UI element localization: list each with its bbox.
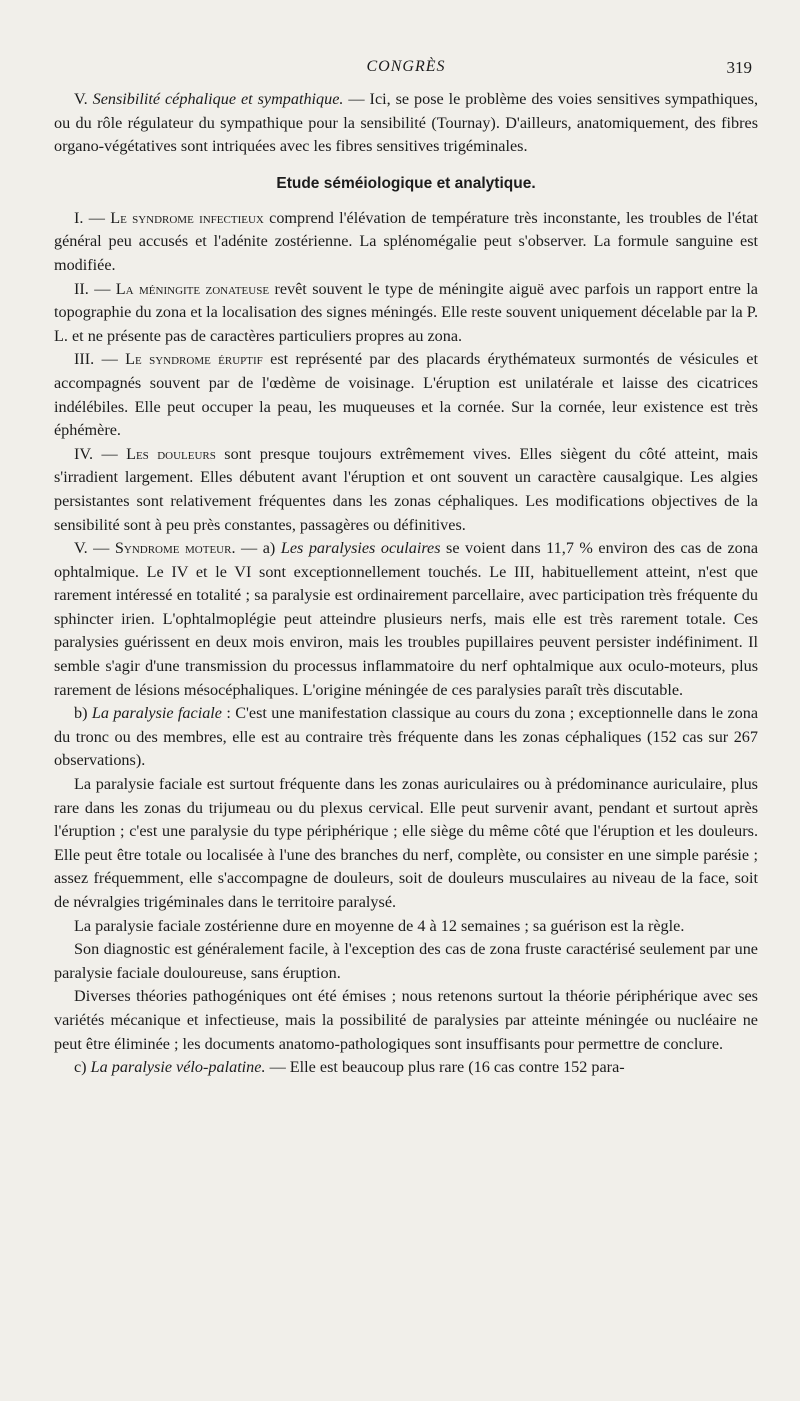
paragraph-faciale-theories: Diverses théories pathogéniques ont été émises ; nous retenons surtout la théorie périphérique avec ses variétés mécanique et infectieuse, mais la possibilité de paralysies par atteinte méningée ou nucléaire ne peut être éliminée ; les documents anatomo-pathologiques sont insuffisants pour permettre de conclure. (54, 987, 758, 1053)
paragraph-label: V. — (74, 539, 115, 558)
paragraph-syndrome-eruptif (54, 348, 758, 442)
paragraph-title: La paralysie faciale (91, 704, 222, 723)
paragraph-title: Le syndrome éruptif (125, 350, 263, 369)
paragraph-syndrome-infectieux (54, 207, 758, 278)
paragraph-text: est représenté par des placards érythémateux surmontés de vésicules et accompagnés souvent par de l'œdème de voisinage. L'éruption est unilatérale et laisse des cicatrices indélébiles. Elle peut occuper la peau, les muqueuses et la cornée. Sur la cornée, leur existence est très éphémère. (54, 350, 758, 440)
paragraph-text: revêt souvent le type de méningite aiguë avec parfois un rapport entre la topographie du zona et la localisation des signes méningés. Elle reste souvent uniquement décelable par la P. L. et ne présente pas de caractères particuliers propres au zona. (54, 279, 758, 345)
paragraph-title: Syndrome moteur. (114, 539, 236, 558)
paragraph-text: — Elle est beaucoup plus rare (16 cas contre 152 para- (265, 1058, 625, 1077)
body-text (54, 88, 758, 1080)
running-title: CONGRÈS (366, 58, 446, 75)
paragraph-text: — Ici, se pose le problème des voies sensitives sympathiques, ou du rôle régulateur du sympathique pour la sensibilité (Tournay). D'ailleurs, anatomiquement, des fibres organo-végétatives sont intriquées avec les fibres sensitives trigéminales. (54, 90, 758, 156)
paragraph-faciale-diagnostic: Son diagnostic est généralement facile, à l'exception des cas de zona fruste caractérisé seulement par une paralysie faciale douloureuse, sans éruption. (54, 940, 758, 982)
paragraph-paralysie-velo-palatine (54, 1056, 758, 1080)
paragraph-subtitle: Les paralysies oculaires (280, 539, 441, 558)
paragraph-paralysie-faciale (54, 702, 758, 773)
paragraph-douleurs (54, 443, 758, 537)
paragraph-text: comprend l'élévation de température très inconstante, les troubles de l'état général peu accusés et l'adénite zostérienne. La splénomégalie peut s'observer. La formule sanguine est modifiée. (54, 208, 759, 274)
paragraph-title: Les douleurs (126, 444, 216, 463)
paragraph-syndrome-moteur (54, 537, 758, 702)
paragraph-label: b) (74, 704, 92, 723)
running-head (54, 58, 758, 88)
paragraph-sensibilite (54, 88, 758, 159)
paragraph-title: Le syndrome infectieux (110, 208, 264, 227)
section-heading: Etude séméiologique et analytique. (276, 174, 536, 192)
paragraph-label: IV. — (74, 444, 127, 463)
paragraph-text: se voient dans 11,7 % environ des cas de zona ophtalmique. Le IV et le VI sont exceptionnellement touchés. Le III, habituellement atteint, n'est que rarement intéressé en totalité ; sa paralysie est ordinairement parcellaire, avec participation très fréquente du sphincter irien. L'ophtalmoplégie peut atteindre plusieurs nerfs, mais elle est très rarement totale. Ces paralysies guérissent en deux mois environ, mais les troubles pupillaires peuvent persister indéfiniment. Il semble s'agir d'une transmission du processus inflammatoire du nerf ophtalmique aux oculo-moteurs, plus rarement de lésions mésocéphaliques. L'origine méningée de ces paralysies paraît très discutable. (54, 539, 759, 699)
paragraph-label: c) (74, 1058, 91, 1077)
paragraph-meningite (54, 278, 758, 349)
paragraph-title: La méningite zonateuse (115, 279, 270, 298)
paragraph-subitem-label: — a) (235, 539, 281, 558)
paragraph-title: La paralysie vélo-palatine. (90, 1058, 266, 1077)
paragraph-label: I. — (74, 208, 111, 227)
paragraph-faciale-frequence: La paralysie faciale est surtout fréquente dans les zonas auriculaires ou à prédominance auriculaire, plus rare dans les zonas du trijumeau ou du plexus cervical. Elle peut survenir avant, pendant et surtout après l'éruption ; c'est une paralysie du type périphérique ; elle siège du même côté que l'éruption et les douleurs. Elle peut être totale ou localisée à l'une des branches du nerf, complète, ou consister en une simple parésie ; assez fréquemment, elle s'accompagne de douleurs, soit de douleurs musculaires au niveau de la face, soit de névralgies trigéminales dans le territoire paralysé. (54, 775, 758, 911)
paragraph-title: Sensibilité céphalique et sympathique. (92, 90, 344, 108)
paragraph-text: sont presque toujours extrêmement vives. Elles siègent du côté atteint, mais s'irradient largement. Elles débutent avant l'éruption et ont souvent un caractère causalgique. Les algies persistantes sont relativement fréquentes dans les zonas céphaliques. Les modifications objectives de la sensibilité sont à peu près constantes, passagères ou définitives. (54, 444, 758, 534)
page-number: 319 (726, 58, 752, 77)
paragraph-faciale-duree: La paralysie faciale zostérienne dure en moyenne de 4 à 12 semaines ; sa guérison est la règle. (74, 916, 685, 935)
paragraph-label: III. — (74, 350, 126, 369)
paragraph-label: II. — (74, 279, 116, 298)
paragraph-text: : C'est une manifestation classique au cours du zona ; exceptionnelle dans le zona du tronc ou des membres, elle est au contraire très fréquente dans les zonas céphaliques (152 cas sur 267 observations). (54, 704, 759, 770)
paragraph-label: V. (74, 90, 88, 108)
